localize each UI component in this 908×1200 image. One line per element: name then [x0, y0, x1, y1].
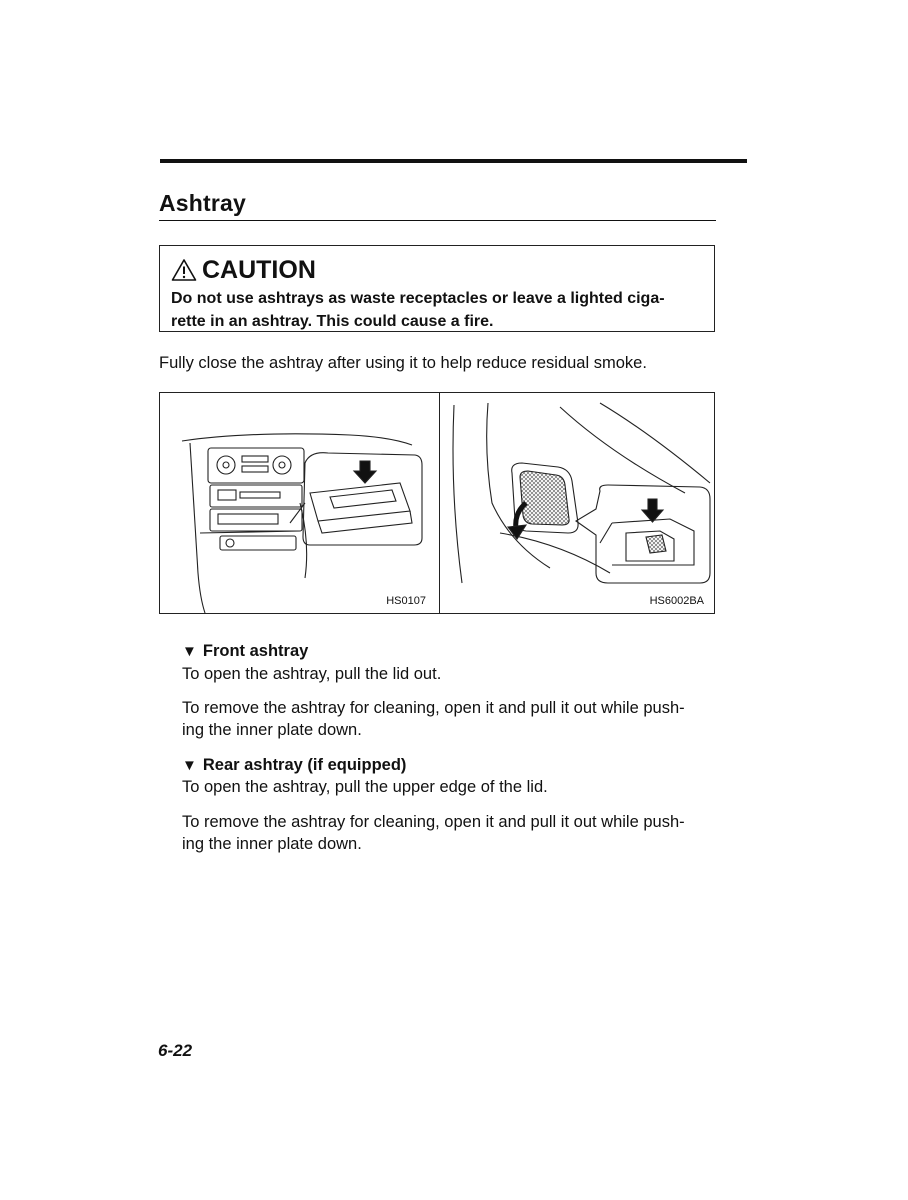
figure: [159, 392, 715, 614]
figure-code: HS6002BA: [649, 595, 704, 607]
rear-remove-text: [182, 811, 718, 855]
front-open-text: To open the ashtray, pull the lid out.: [182, 665, 442, 683]
paragraph-line: ing the inner plate down.: [182, 721, 362, 739]
rear-ashtray-heading: [182, 754, 406, 777]
title-rule: [159, 220, 716, 221]
caution-text: [171, 287, 711, 333]
section-title: Ashtray: [159, 190, 247, 216]
rear-open-text: To open the ashtray, pull the upper edge of the lid.: [182, 778, 548, 796]
warning-triangle-icon: [171, 258, 197, 282]
heading-text: Rear ashtray (if equipped): [202, 756, 407, 774]
caution-line: rette in an ashtray. This could cause a fire.: [171, 313, 494, 330]
triangle-bullet-icon: ▼: [182, 757, 197, 774]
rear-ashtray-illustration: [440, 393, 714, 613]
paragraph-line: ing the inner plate down.: [182, 835, 362, 853]
front-remove-text: [182, 697, 718, 741]
front-ashtray-illustration: [160, 393, 440, 613]
front-ashtray-heading: [182, 640, 308, 663]
caution-box: [159, 245, 715, 332]
caution-header: [171, 255, 316, 285]
figure-code: HS0107: [386, 595, 426, 607]
heading-text: Front ashtray: [202, 642, 309, 660]
caution-line: Do not use ashtrays as waste receptacles or leave a lighted ciga-: [171, 290, 665, 307]
caution-title: CAUTION: [202, 256, 316, 284]
intro-text: Fully close the ashtray after using it to help reduce residual smoke.: [159, 354, 647, 372]
paragraph-line: To remove the ashtray for cleaning, open it and pull it out while push-: [182, 813, 685, 831]
top-rule: [160, 159, 747, 163]
triangle-bullet-icon: ▼: [182, 643, 197, 660]
page-number: 6-22: [158, 1041, 193, 1060]
paragraph-line: To remove the ashtray for cleaning, open it and pull it out while push-: [182, 699, 685, 717]
